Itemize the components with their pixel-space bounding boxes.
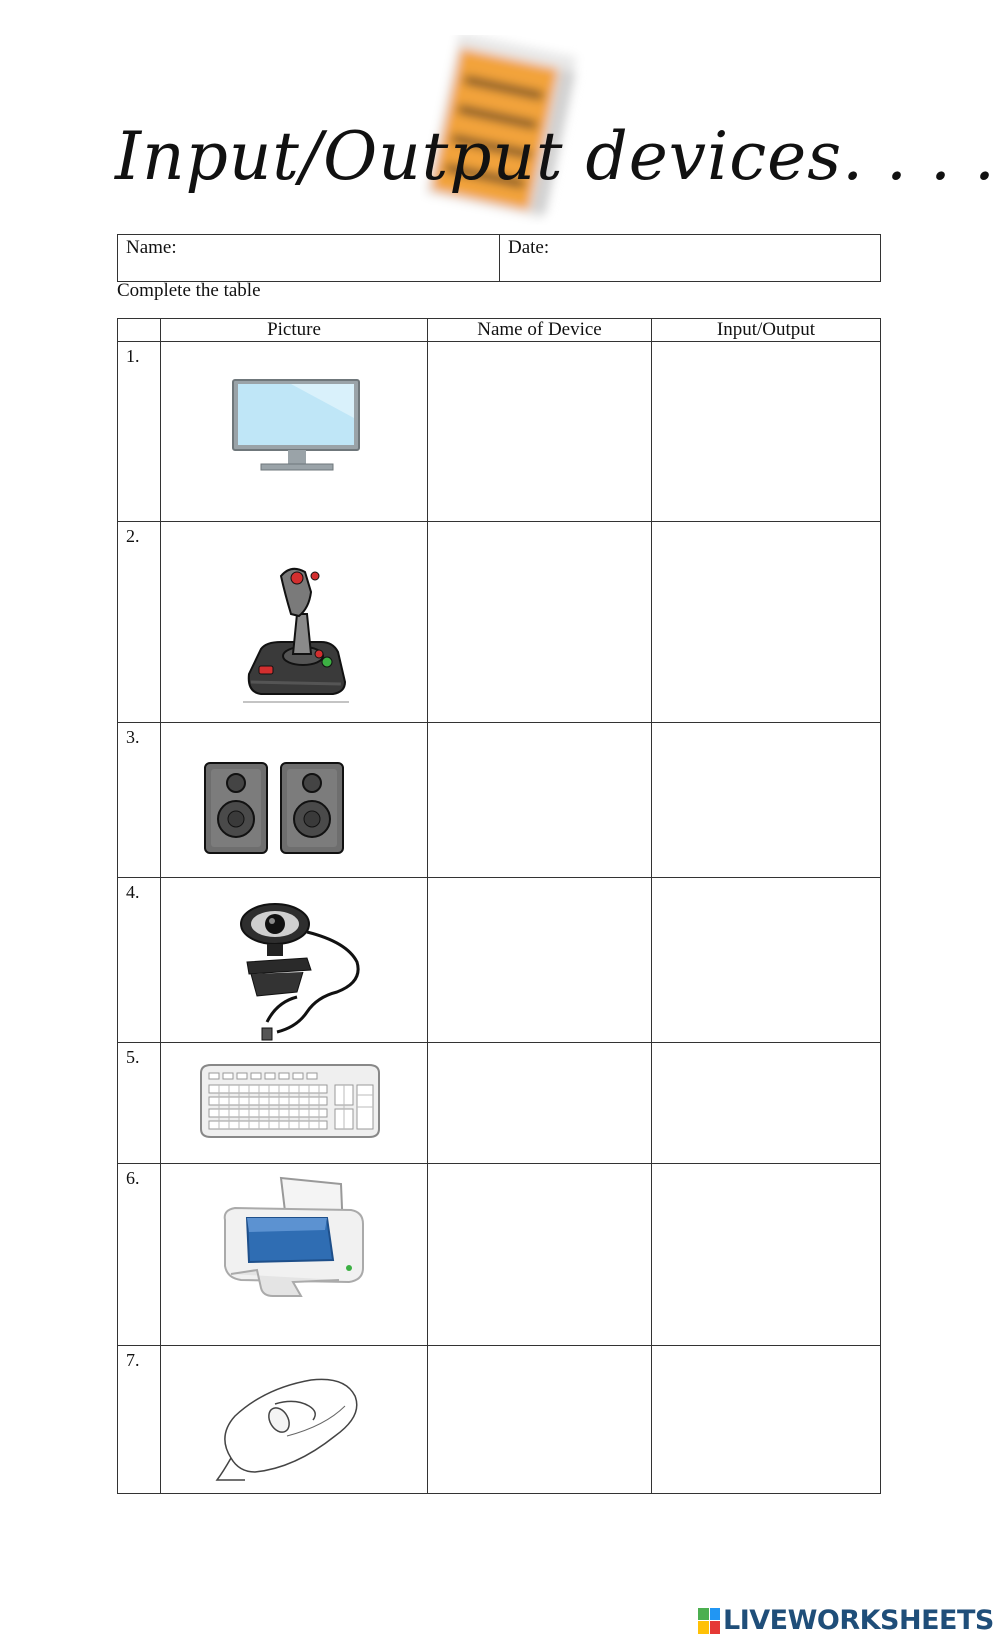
row-number: 5.	[126, 1047, 140, 1067]
worksheet-title: Input/Output devices. . . .	[115, 118, 996, 195]
row-number-cell	[118, 1043, 161, 1164]
table-row	[118, 723, 881, 878]
input-output-answer-cell[interactable]	[652, 342, 881, 522]
brand-text: LIVEWORKSHEETS	[723, 1605, 994, 1636]
row-number: 1.	[126, 346, 140, 366]
device-name-answer-cell[interactable]	[428, 878, 652, 1043]
speakers-icon	[203, 761, 345, 856]
header-device-name: Name of Device	[428, 319, 652, 342]
printer-icon	[221, 1170, 371, 1300]
row-number-cell	[118, 522, 161, 723]
row-number-cell	[118, 1164, 161, 1346]
name-field[interactable]	[118, 235, 500, 281]
joystick-icon	[241, 564, 351, 704]
device-name-answer-cell[interactable]	[428, 1346, 652, 1494]
monitor-icon	[231, 378, 363, 476]
table-row	[118, 1164, 881, 1346]
picture-cell	[161, 342, 428, 522]
picture-cell	[161, 1043, 428, 1164]
name-label: Name:	[126, 237, 177, 258]
table-row	[118, 522, 881, 723]
table-row	[118, 342, 881, 522]
header-picture: Picture	[161, 319, 428, 342]
table-row	[118, 878, 881, 1043]
picture-cell	[161, 522, 428, 723]
row-number-cell	[118, 878, 161, 1043]
webcam-icon	[237, 902, 367, 1042]
header-number	[118, 319, 161, 342]
name-date-box	[117, 234, 881, 282]
date-label: Date:	[508, 237, 550, 258]
mouse-icon	[215, 1376, 365, 1486]
device-name-answer-cell[interactable]	[428, 1043, 652, 1164]
row-number: 6.	[126, 1168, 140, 1188]
picture-cell	[161, 723, 428, 878]
picture-cell	[161, 1346, 428, 1494]
device-name-answer-cell[interactable]	[428, 522, 652, 723]
row-number-cell	[118, 1346, 161, 1494]
keyboard-icon	[197, 1063, 383, 1139]
table-row	[118, 1346, 881, 1494]
row-number-cell	[118, 723, 161, 878]
instruction-text: Complete the table	[117, 280, 261, 301]
row-number-cell	[118, 342, 161, 522]
liveworksheets-logo	[698, 1605, 994, 1636]
device-name-answer-cell[interactable]	[428, 1164, 652, 1346]
liveworksheets-badge-icon	[698, 1608, 720, 1634]
picture-cell	[161, 878, 428, 1043]
input-output-answer-cell[interactable]	[652, 1346, 881, 1494]
table-header-row	[118, 319, 881, 342]
input-output-answer-cell[interactable]	[652, 522, 881, 723]
input-output-answer-cell[interactable]	[652, 723, 881, 878]
picture-cell	[161, 1164, 428, 1346]
row-number: 3.	[126, 727, 140, 747]
date-field[interactable]	[500, 235, 880, 281]
input-output-answer-cell[interactable]	[652, 1164, 881, 1346]
row-number: 7.	[126, 1350, 140, 1370]
header-input-output: Input/Output	[652, 319, 881, 342]
input-output-answer-cell[interactable]	[652, 1043, 881, 1164]
devices-table	[117, 318, 881, 1494]
row-number: 2.	[126, 526, 140, 546]
row-number: 4.	[126, 882, 140, 902]
input-output-answer-cell[interactable]	[652, 878, 881, 1043]
table-row	[118, 1043, 881, 1164]
device-name-answer-cell[interactable]	[428, 723, 652, 878]
device-name-answer-cell[interactable]	[428, 342, 652, 522]
